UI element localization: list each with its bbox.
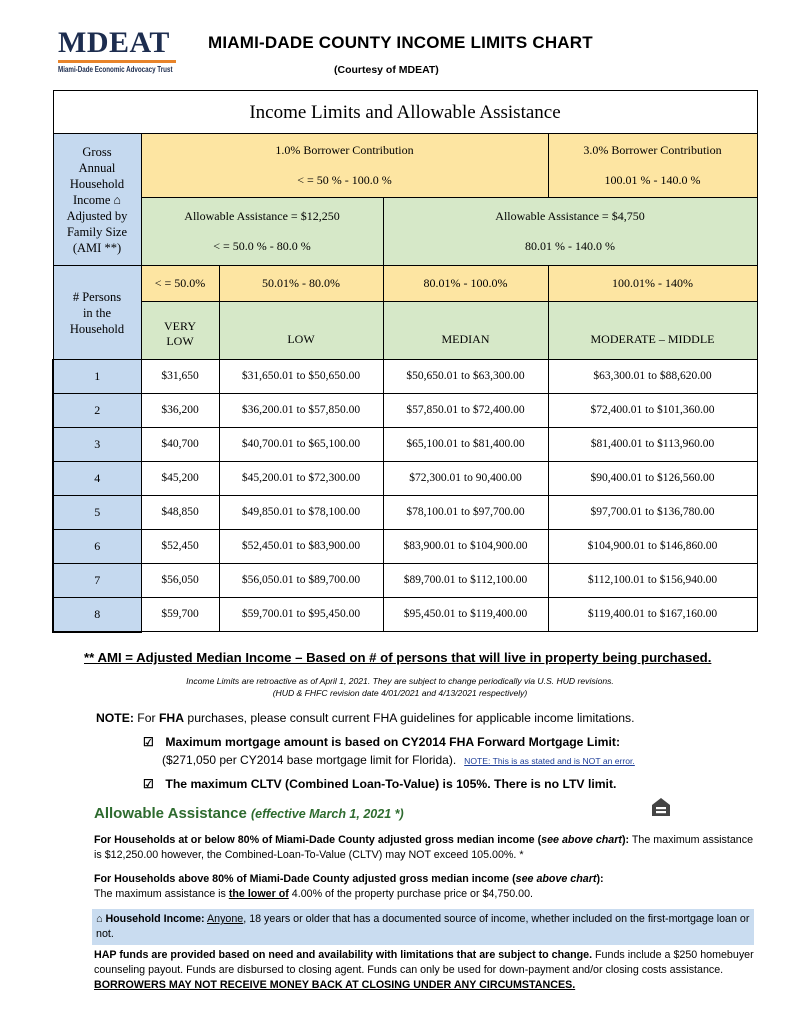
moderate-range: $104,900.01 to $146,860.00 bbox=[548, 530, 757, 564]
table-row bbox=[53, 530, 757, 564]
median-range: $95,450.01 to $119,400.00 bbox=[383, 598, 548, 632]
logo-subtitle: Miami-Dade Economic Advocacy Trust bbox=[58, 65, 173, 74]
max-mortgage-item: ☑ Maximum mortgage amount is based on CY2014 FHA Forward Mortgage Limit: bbox=[143, 735, 621, 749]
checkbox-icon: ☑ bbox=[143, 777, 154, 791]
pct-median: 80.01% - 100.0% bbox=[383, 266, 548, 302]
moderate-range: $90,400.01 to $126,560.00 bbox=[548, 462, 757, 496]
category-median: MEDIAN bbox=[383, 302, 548, 360]
category-very-low: VERY LOW bbox=[141, 302, 219, 360]
row-header-persons: # Persons in the Household bbox=[53, 266, 141, 360]
median-range: $50,650.01 to $63,300.00 bbox=[383, 360, 548, 394]
median-range: $72,300.01 to 90,400.00 bbox=[383, 462, 548, 496]
ami-footnote: ** AMI = Adjusted Median Income – Based on # of persons that will live in property being purchased. bbox=[84, 650, 712, 665]
very-low-limit: $40,700 bbox=[141, 428, 219, 462]
document-courtesy: (Courtesy of MDEAT) bbox=[334, 64, 439, 76]
moderate-range: $97,700.01 to $136,780.00 bbox=[548, 496, 757, 530]
household-size: 6 bbox=[53, 530, 141, 564]
median-range: $65,100.01 to $81,400.00 bbox=[383, 428, 548, 462]
row-header-income: Gross Annual Household Income ⌂ Adjusted by Family Size (AMI **) bbox=[53, 134, 141, 266]
logo-word: MDEAT bbox=[58, 26, 170, 59]
table-row bbox=[53, 462, 757, 496]
household-icon: ⌂ bbox=[96, 913, 103, 925]
very-low-limit: $36,200 bbox=[141, 394, 219, 428]
retroactive-note: Income Limits are retroactive as of April 1, 2021. They are subject to change periodically via U.S. HUD revisions. bbox=[186, 676, 614, 686]
category-low: LOW bbox=[219, 302, 383, 360]
very-low-limit: $31,650 bbox=[141, 360, 219, 394]
low-range: $59,700.01 to $95,450.00 bbox=[219, 598, 383, 632]
median-range: $78,100.01 to $97,700.00 bbox=[383, 496, 548, 530]
median-range: $89,700.01 to $112,100.00 bbox=[383, 564, 548, 598]
low-range: $56,050.01 to $89,700.00 bbox=[219, 564, 383, 598]
pct-moderate: 100.01% - 140% bbox=[548, 266, 757, 302]
table-row bbox=[53, 564, 757, 598]
very-low-limit: $56,050 bbox=[141, 564, 219, 598]
moderate-range: $119,400.01 to $167,160.00 bbox=[548, 598, 757, 632]
low-range: $52,450.01 to $83,900.00 bbox=[219, 530, 383, 564]
max-mortgage-detail: ($271,050 per CY2014 base mortgage limit for Florida). NOTE: This is as stated and is NOT an error. bbox=[162, 753, 635, 767]
household-size: 1 bbox=[53, 360, 141, 394]
low-range: $36,200.01 to $57,850.00 bbox=[219, 394, 383, 428]
logo-accent-bar bbox=[58, 60, 176, 63]
equal-housing-icon bbox=[650, 796, 672, 818]
household-size: 2 bbox=[53, 394, 141, 428]
mdeat-logo bbox=[58, 28, 182, 74]
low-range: $31,650.01 to $50,650.00 bbox=[219, 360, 383, 394]
median-range: $83,900.01 to $104,900.00 bbox=[383, 530, 548, 564]
household-size: 3 bbox=[53, 428, 141, 462]
contribution-1pct: 1.0% Borrower Contribution < = 50 % - 100.0 % bbox=[141, 134, 548, 198]
very-low-limit: $45,200 bbox=[141, 462, 219, 496]
moderate-range: $112,100.01 to $156,940.00 bbox=[548, 564, 757, 598]
allowable-assistance-heading: Allowable Assistance (effective March 1, 2021 *) bbox=[94, 805, 404, 822]
contribution-3pct: 3.0% Borrower Contribution 100.01 % - 140.0 % bbox=[548, 134, 757, 198]
household-size: 8 bbox=[53, 598, 141, 632]
assistance-12250: Allowable Assistance = $12,250 < = 50.0 % - 80.0 % bbox=[141, 198, 383, 266]
category-moderate-middle: MODERATE – MIDDLE bbox=[548, 302, 757, 360]
moderate-range: $72,400.01 to $101,360.00 bbox=[548, 394, 757, 428]
pct-very-low: < = 50.0% bbox=[141, 266, 219, 302]
income-limits-table bbox=[52, 90, 758, 633]
table-row bbox=[53, 428, 757, 462]
table-row bbox=[53, 360, 757, 394]
hap-funds-note: HAP funds are provided based on need and availability with limitations that are subject to change. Funds include a $250 homebuyer counseling payout. Funds are disbursed to closing agent. Funds can only be used for down-payment and/or closing costs assistance. BORROWERS MAY NOT RECEIVE MONEY BACK AT CLOSING UNDER ANY CIRCUMSTANCES. bbox=[94, 949, 754, 991]
low-range: $40,700.01 to $65,100.00 bbox=[219, 428, 383, 462]
table-row bbox=[53, 394, 757, 428]
household-income-definition: ⌂ Household Income: Anyone, 18 years or older that has a documented source of income, whether included on the first-mortgage loan or not. bbox=[92, 909, 754, 945]
very-low-limit: $52,450 bbox=[141, 530, 219, 564]
assistance-4750: Allowable Assistance = $4,750 80.01 % - 140.0 % bbox=[383, 198, 757, 266]
table-row bbox=[53, 598, 757, 632]
median-range: $57,850.01 to $72,400.00 bbox=[383, 394, 548, 428]
very-low-limit: $48,850 bbox=[141, 496, 219, 530]
not-an-error-note: NOTE: This is as stated and is NOT an error. bbox=[464, 756, 635, 766]
household-size: 5 bbox=[53, 496, 141, 530]
low-range: $45,200.01 to $72,300.00 bbox=[219, 462, 383, 496]
revision-date-note: (HUD & FHFC revision date 4/01/2021 and 4/13/2021 respectively) bbox=[272, 688, 528, 698]
moderate-range: $81,400.01 to $113,960.00 bbox=[548, 428, 757, 462]
moderate-range: $63,300.01 to $88,620.00 bbox=[548, 360, 757, 394]
table-row bbox=[53, 496, 757, 530]
household-size: 7 bbox=[53, 564, 141, 598]
very-low-limit: $59,700 bbox=[141, 598, 219, 632]
assistance-at-or-below-80: For Households at or below 80% of Miami-Dade County adjusted gross median income (see above chart): The maximum assistance is $12,250.00 however, the Combined-Loan-To-Value (CLTV) may NOT exceed 105.00%. * bbox=[94, 834, 754, 861]
household-size: 4 bbox=[53, 462, 141, 496]
pct-low: 50.01% - 80.0% bbox=[219, 266, 383, 302]
low-range: $49,850.01 to $78,100.00 bbox=[219, 496, 383, 530]
document-title: MIAMI-DADE COUNTY INCOME LIMITS CHART bbox=[208, 33, 593, 52]
table-title: Income Limits and Allowable Assistance bbox=[53, 91, 757, 134]
max-cltv-item: ☑ The maximum CLTV (Combined Loan-To-Value) is 105%. There is no LTV limit. bbox=[143, 777, 617, 791]
assistance-above-80: For Households above 80% of Miami-Dade County adjusted gross median income (see above chart): The maximum assistance is the lower of 4.00% of the property purchase price or $4,750.00. bbox=[94, 873, 604, 900]
fha-note: NOTE: For FHA purchases, please consult current FHA guidelines for applicable income limitations. bbox=[96, 711, 635, 725]
checkbox-icon: ☑ bbox=[143, 735, 154, 749]
